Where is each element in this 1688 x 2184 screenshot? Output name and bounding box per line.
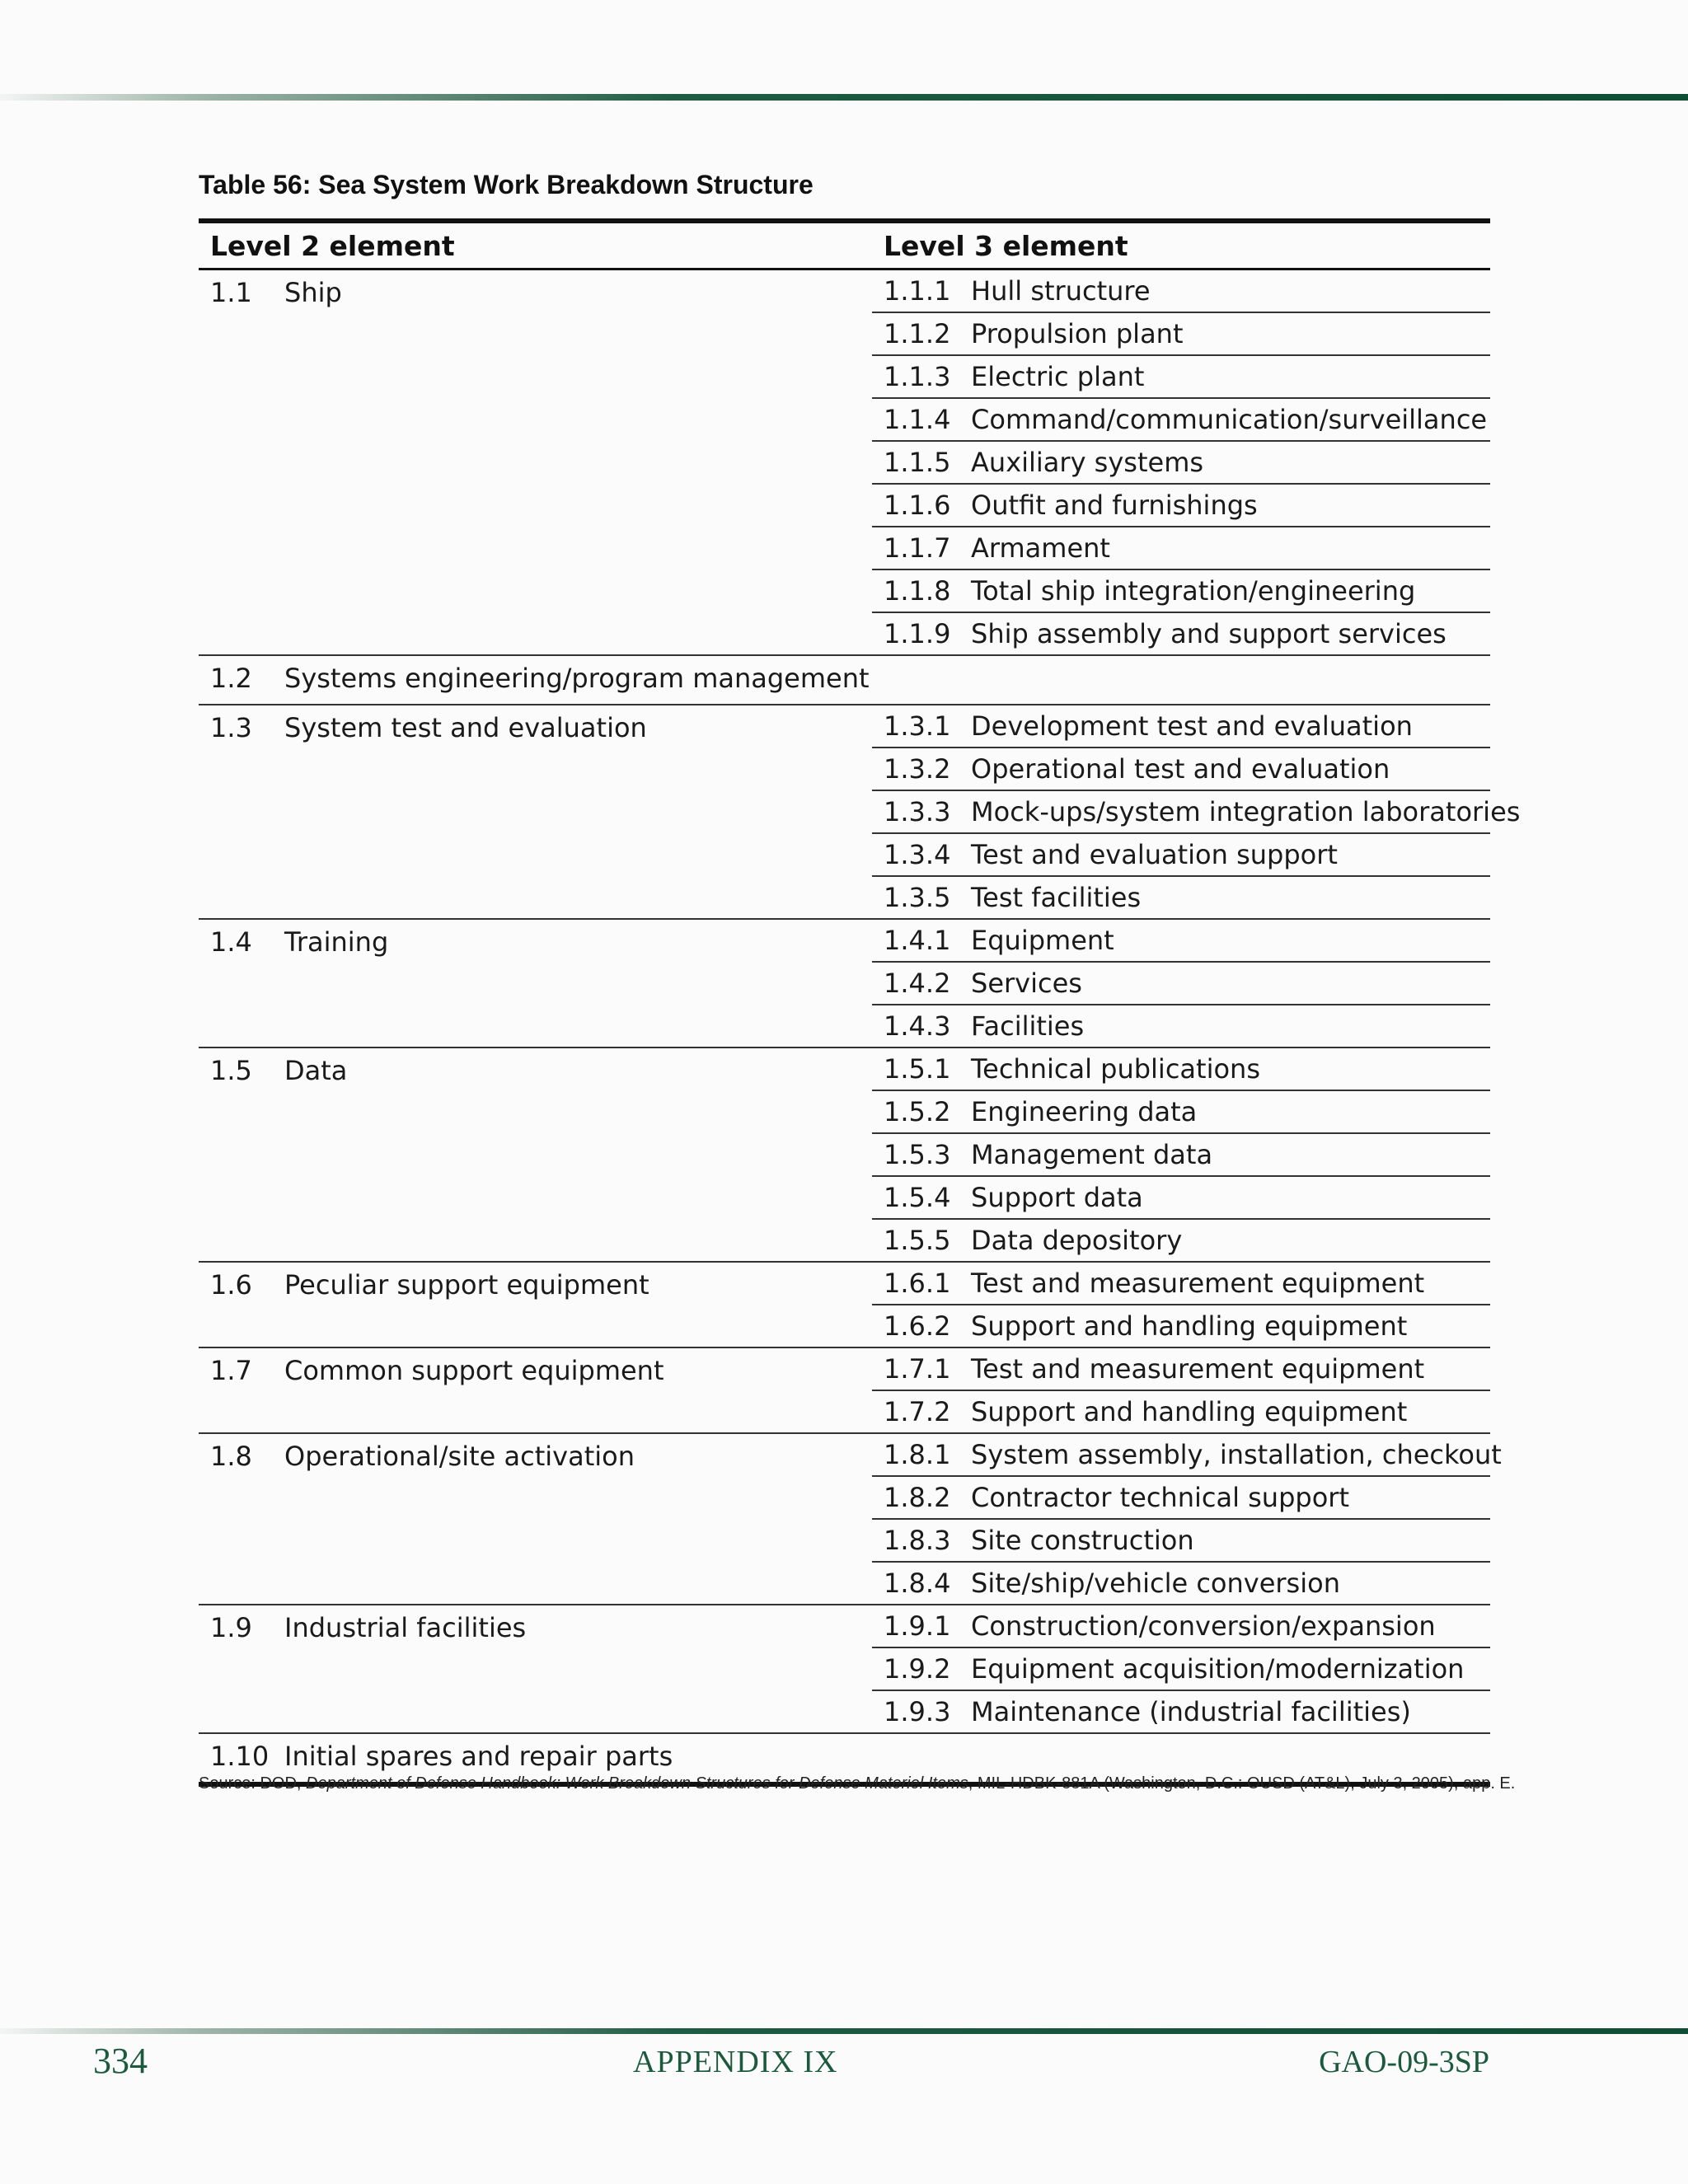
level3-name: Technical publications <box>971 1047 1490 1090</box>
table-body <box>199 269 1521 1785</box>
level3-number: 1.5.4 <box>872 1176 971 1219</box>
level3-name: Equipment <box>971 919 1490 962</box>
level3-name: Command/communication/surveillance <box>971 398 1490 441</box>
column-gap <box>859 705 872 919</box>
level3-number: 1.7.2 <box>872 1390 971 1433</box>
level3-number: 1.3.3 <box>872 790 971 833</box>
level2-name: Ship <box>284 277 342 308</box>
level3-name: Contractor technical support <box>971 1476 1490 1519</box>
level3-name: Equipment acquisition/modernization <box>971 1647 1490 1690</box>
level3-number: 1.1.4 <box>872 398 971 441</box>
level3-number: 1.4.1 <box>872 919 971 962</box>
column-gap <box>859 1433 872 1605</box>
level2-number: 1.7 <box>199 1347 284 1433</box>
level3-name: Auxiliary systems <box>971 441 1490 484</box>
level3-number: 1.1.7 <box>872 527 971 569</box>
level3-number: 1.9.1 <box>872 1605 971 1647</box>
level3-number: 1.3.5 <box>872 876 971 919</box>
level2-name: Industrial facilities <box>284 1605 859 1733</box>
level3-number: 1.1.9 <box>872 612 971 655</box>
level2-name: System test and evaluation <box>284 705 859 919</box>
level3-name: Development test and evaluation <box>971 705 1490 748</box>
table-row <box>199 705 1490 748</box>
level3-number: 1.6.2 <box>872 1305 971 1347</box>
header-level3: Level 3 element <box>872 221 1490 269</box>
level3-empty <box>971 655 1490 705</box>
bottom-rule <box>0 2028 1688 2034</box>
level3-name: Maintenance (industrial facilities) <box>971 1690 1490 1733</box>
level2-number: 1.1 <box>210 277 252 308</box>
wbs-table <box>199 218 1521 1787</box>
level2-number: 1.10 <box>199 1733 284 1784</box>
level2-number: 1.3 <box>199 705 284 919</box>
level3-name: Mock-ups/system integration laboratories <box>971 790 1490 833</box>
level3-name: Data depository <box>971 1219 1490 1262</box>
level3-name: Test facilities <box>971 876 1490 919</box>
level3-name: System assembly, installation, checkout <box>971 1433 1490 1476</box>
level2-name: Operational/site activation <box>284 1433 859 1605</box>
level3-name: Engineering data <box>971 1090 1490 1133</box>
page-number: 334 <box>93 2041 148 2081</box>
level3-number: 1.1.3 <box>872 355 971 398</box>
level3-name: Support data <box>971 1176 1490 1219</box>
footer-section: APPENDIX IX <box>633 2045 838 2079</box>
level3-name: Support and handling equipment <box>971 1305 1490 1347</box>
level3-number: 1.4.2 <box>872 962 971 1005</box>
level3-number: 1.4.3 <box>872 1005 971 1047</box>
table-row <box>199 1433 1490 1476</box>
top-rule <box>0 94 1688 101</box>
level3-name: Management data <box>971 1133 1490 1176</box>
level3-number: 1.1.5 <box>872 441 971 484</box>
level2-number: 1.4 <box>199 919 284 1047</box>
level3-name: Operational test and evaluation <box>971 748 1490 790</box>
table-row <box>199 655 1490 705</box>
level3-number: 1.1.8 <box>872 569 971 612</box>
level2-number: 1.9 <box>199 1605 284 1733</box>
level3-name: Electric plant <box>971 355 1490 398</box>
level2-number: 1.6 <box>199 1262 284 1347</box>
level3-number: 1.6.1 <box>872 1262 971 1305</box>
level3-name: Facilities <box>971 1005 1490 1047</box>
level3-name: Propulsion plant <box>971 312 1490 355</box>
level3-name: Support and handling equipment <box>971 1390 1490 1433</box>
table-row <box>199 1262 1490 1305</box>
source-prefix: Source: DOD, <box>199 1774 307 1793</box>
level3-number: 1.3.4 <box>872 833 971 876</box>
level3-number: 1.5.1 <box>872 1047 971 1090</box>
table-row <box>199 1605 1490 1647</box>
source-title: Department of Defense Handbook: Work Breakdown Structures for Defense Materiel Items <box>306 1774 968 1793</box>
source-suffix: , MIL-HDBK-881A (Washington, D.C.: OUSD (AT&L), July 3, 2005), app. E. <box>968 1774 1516 1793</box>
column-gap <box>859 1605 872 1733</box>
footer-report-id: GAO-09-3SP <box>1319 2045 1489 2079</box>
table-title: Table 56: Sea System Work Breakdown Structure <box>199 170 814 199</box>
level3-number: 1.7.1 <box>872 1347 971 1390</box>
column-gap <box>859 269 872 656</box>
level3-number: 1.3.2 <box>872 748 971 790</box>
level3-number: 1.9.3 <box>872 1690 971 1733</box>
header-level2: Level 2 element <box>199 221 859 269</box>
column-gap <box>859 1347 872 1433</box>
level3-name: Test and evaluation support <box>971 833 1490 876</box>
level3-empty <box>872 655 971 705</box>
level3-number: 1.3.1 <box>872 705 971 748</box>
table-row <box>199 919 1490 962</box>
table-row <box>199 1347 1490 1390</box>
level3-name: Total ship integration/engineering <box>971 569 1490 612</box>
level2-number: 1.8 <box>199 1433 284 1605</box>
table-header-row <box>199 221 1490 269</box>
level3-number: 1.8.3 <box>872 1519 971 1562</box>
level3-number: 1.8.1 <box>872 1433 971 1476</box>
level3-number: 1.1.6 <box>872 484 971 527</box>
level3-name: Site construction <box>971 1519 1490 1562</box>
level3-number: 1.8.2 <box>872 1476 971 1519</box>
level3-name: Test and measurement equipment <box>971 1262 1490 1305</box>
level3-name: Test and measurement equipment <box>971 1347 1490 1390</box>
level2-number: 1.2 <box>199 655 284 705</box>
level3-name: Services <box>971 962 1490 1005</box>
level3-number: 1.5.3 <box>872 1133 971 1176</box>
level2-name: Data <box>284 1047 859 1262</box>
level3-name: Armament <box>971 527 1490 569</box>
column-gap <box>859 919 872 1047</box>
level2-name: Training <box>284 919 859 1047</box>
level2-number: 1.5 <box>199 1047 284 1262</box>
level3-number: 1.5.5 <box>872 1219 971 1262</box>
level3-number: 1.1.2 <box>872 312 971 355</box>
table-row <box>199 1047 1490 1090</box>
level3-number: 1.8.4 <box>872 1562 971 1605</box>
level3-name: Hull structure <box>971 269 1490 313</box>
level3-name: Outfit and furnishings <box>971 484 1490 527</box>
column-gap <box>859 1047 872 1262</box>
column-gap <box>859 1262 872 1347</box>
level3-number: 1.5.2 <box>872 1090 971 1133</box>
level3-name: Ship assembly and support services <box>971 612 1490 655</box>
level3-number: 1.9.2 <box>872 1647 971 1690</box>
level2-name: Initial spares and repair parts <box>284 1733 859 1784</box>
level2-name: Peculiar support equipment <box>284 1262 859 1347</box>
level3-number: 1.1.1 <box>872 269 971 313</box>
table-row <box>199 269 1490 313</box>
level2-name: Common support equipment <box>284 1347 859 1433</box>
level2-name: Systems engineering/program management <box>284 655 859 705</box>
level3-name: Construction/conversion/expansion <box>971 1605 1490 1647</box>
level3-name: Site/ship/vehicle conversion <box>971 1562 1490 1605</box>
source-note <box>199 1774 1515 1793</box>
